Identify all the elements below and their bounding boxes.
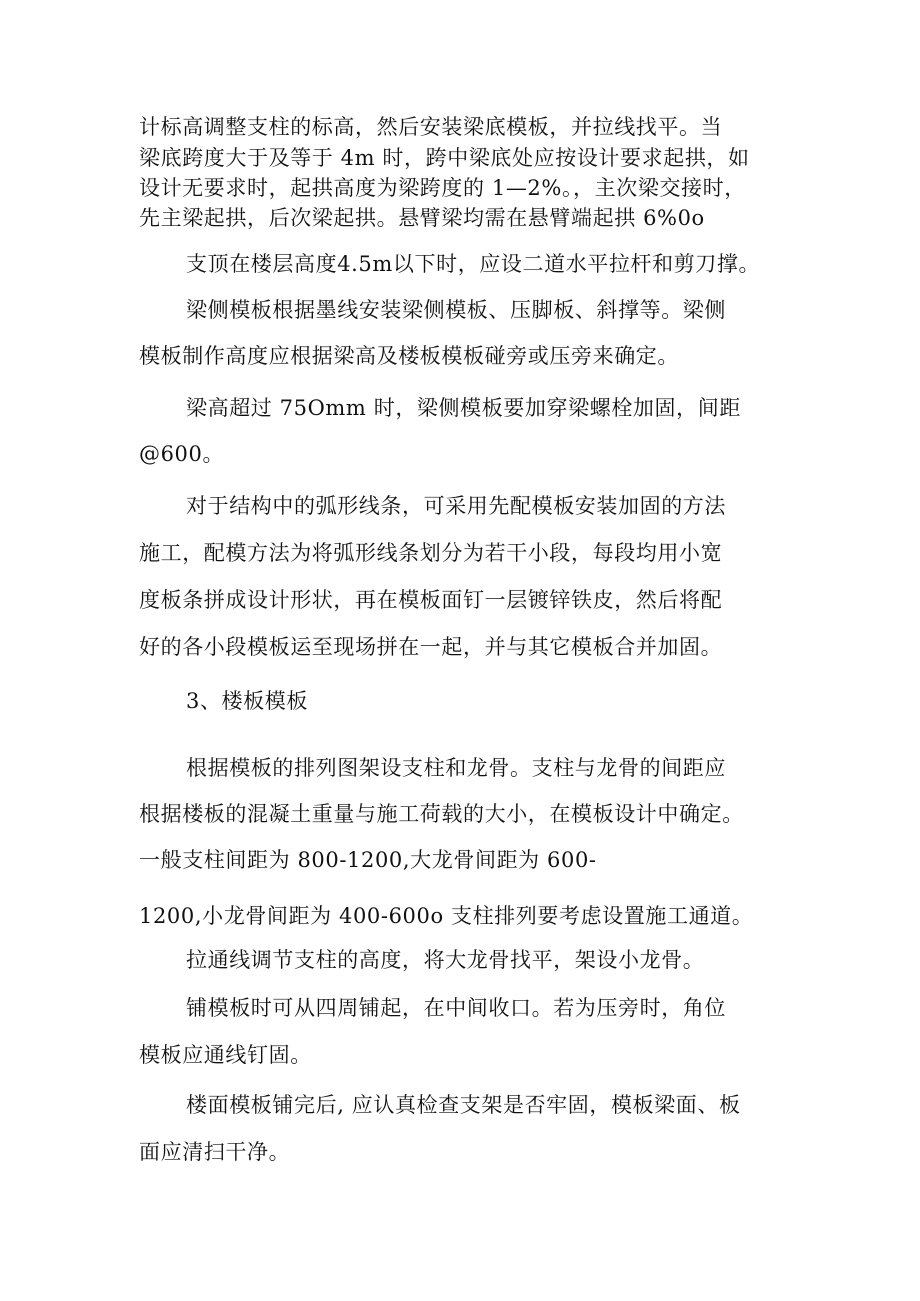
text-line-13: 好的各小段模板运至现场拼在一起，并与其它模板合并加固。	[139, 635, 723, 659]
text-line-9: @600。	[139, 442, 225, 466]
text-line-3: 设计无要求时，起拱高度为梁跨度的 1—2%。，主次梁交接时，	[139, 176, 746, 200]
text-line-21: 模板应通线钉固。	[139, 1043, 312, 1067]
text-line-12: 度板条拼成设计形状，再在模板面钉一层镀锌铁皮，然后将配	[139, 588, 723, 612]
text-line-8: 梁高超过 75Omm 时，梁侧模板要加穿梁螺栓加固，间距	[186, 396, 741, 420]
text-line-19: 拉通线调节支柱的高度，将大龙骨找平，架设小龙骨。	[186, 948, 705, 972]
text-line-23: 面应清扫干净。	[139, 1140, 291, 1164]
text-line-1: 计标高调整支柱的标高，然后安装梁底模板，并拉线找平。当	[139, 115, 723, 139]
text-line-15: 根据模板的排列图架设支柱和龙骨。支柱与龙骨的间距应	[186, 756, 726, 780]
text-line-18: 1200,小龙骨间距为 400-600o 支柱排列要考虑设置施工通道。	[139, 904, 754, 928]
text-line-6: 梁侧模板根据墨线安装梁侧模板、压脚板、斜撑等。梁侧	[186, 298, 726, 322]
text-line-10: 对于结构中的弧形线条，可采用先配模板安装加固的方法	[186, 494, 726, 518]
section-heading: 3、楼板模板	[186, 689, 308, 713]
text-line-2: 梁底跨度大于及等于 4m 时，跨中梁底处应按设计要求起拱，如	[139, 146, 750, 170]
text-line-7: 模板制作高度应根据梁高及楼板模板碰旁或压旁来确定。	[139, 344, 679, 368]
text-line-11: 施工，配模方法为将弧形线条划分为若干小段，每段均用小宽	[139, 541, 723, 565]
text-line-17: 一般支柱间距为 800-1200,大龙骨间距为 600-	[139, 848, 597, 872]
text-line-5: 支顶在楼层高度4.5m以下时，应设二道水平拉杆和剪刀撑。	[186, 252, 761, 276]
text-line-4: 先主梁起拱，后次梁起拱。悬臂梁均需在悬臂端起拱 6%0o	[139, 206, 705, 230]
text-line-22: 楼面模板铺完后, 应认真检查支架是否牢固，模板梁面、板	[186, 1093, 741, 1117]
text-line-16: 根据楼板的混凝土重量与施工荷载的大小，在模板设计中确定。	[139, 802, 744, 826]
text-line-20: 铺模板时可从四周铺起，在中间收口。若为压旁时，角位	[186, 996, 726, 1020]
